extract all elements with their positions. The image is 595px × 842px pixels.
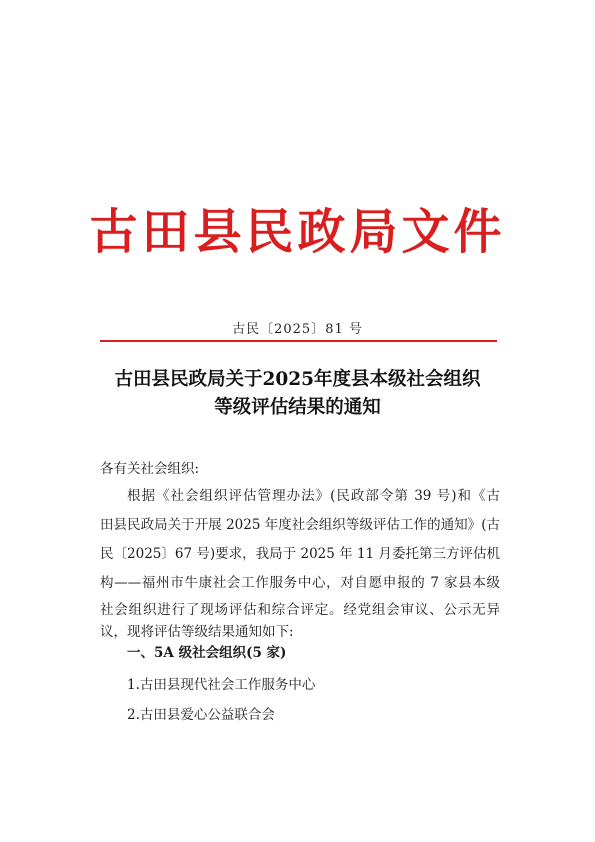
body-paragraph-line: 社会组织进行了现场评估和综合评定。经党组会审议、公示无异 (100, 602, 500, 618)
notice-title-line-2: 等级评估结果的通知 (214, 397, 381, 418)
list-item: 2.古田县爱心公益联合会 (127, 707, 275, 723)
notice-title-line-1: 古田县民政局关于2025年度县本级社会组织 (114, 369, 481, 390)
document-number: 古民〔2025〕81 号 (232, 322, 363, 337)
body-paragraph-line: 构——福州市牛康社会工作服务中心，对自愿申报的 7 家县本级 (100, 575, 500, 591)
issuer-header-title: 古田县民政局文件 (89, 204, 506, 260)
body-paragraph-line: 田县民政局关于开展 2025 年度社会组织等级评估工作的通知》(古 (100, 517, 500, 533)
list-item: 1.古田县现代社会工作服务中心 (127, 677, 316, 693)
salutation: 各有关社会组织: (100, 461, 200, 477)
body-paragraph-line: 根据《社会组织评估管理办法》(民政部令第 39 号)和《古 (127, 488, 500, 504)
body-paragraph-line: 议，现将评估等级结果通知如下: (100, 624, 294, 640)
section-heading-5a: 一、5A 级社会组织(5 家) (127, 645, 287, 661)
body-paragraph-line: 民〔2025〕67 号)要求，我局于 2025 年 11 月委托第三方评估机 (100, 546, 500, 562)
red-separator-line (100, 340, 497, 342)
